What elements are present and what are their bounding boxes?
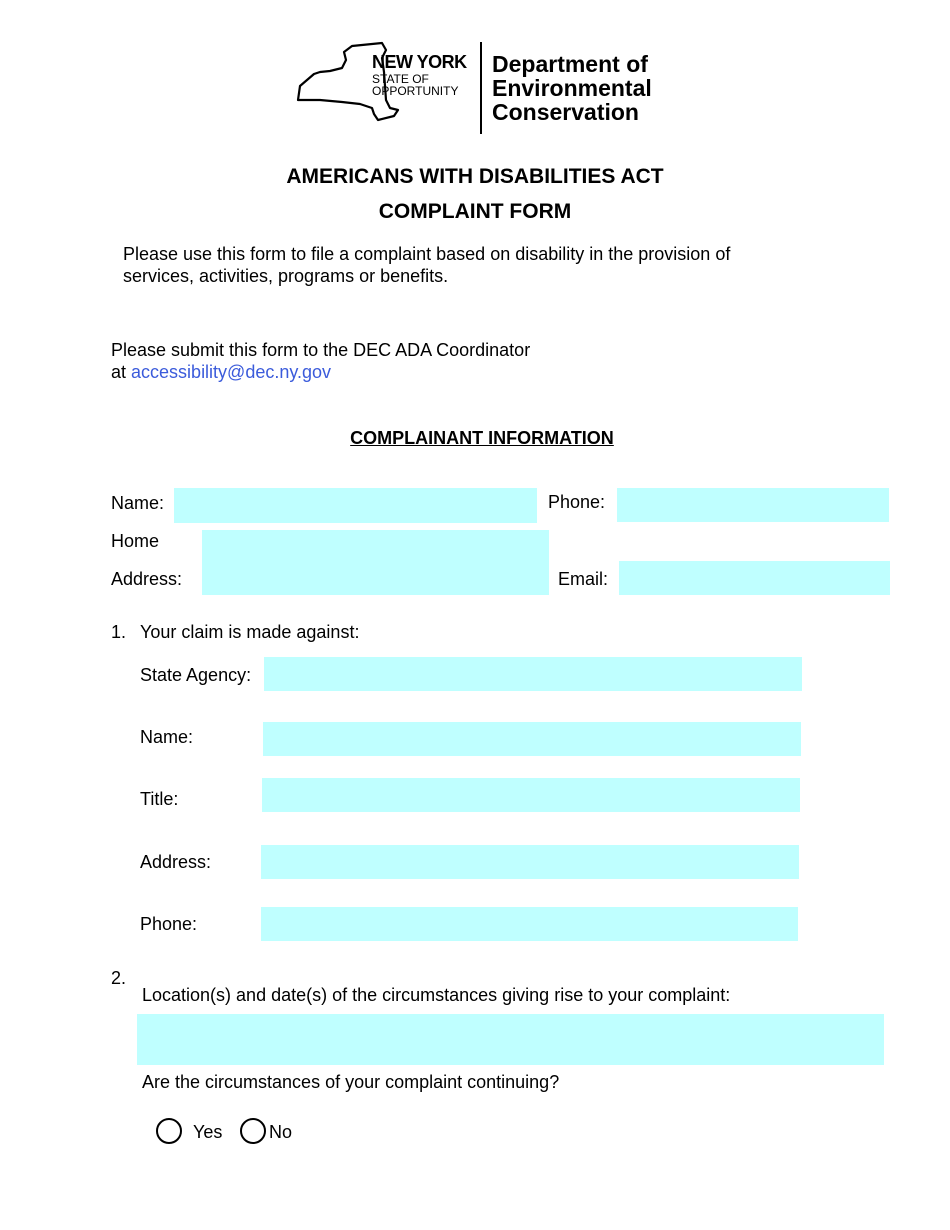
submit-at: at bbox=[111, 362, 127, 382]
question1-number: 1. bbox=[111, 622, 127, 642]
submit-instruction: Please submit this form to the DEC ADA Coordinator bbox=[111, 340, 531, 360]
respondent-phone-label: Phone: bbox=[140, 914, 198, 934]
respondent-name-input[interactable] bbox=[263, 722, 801, 756]
respondent-phone-input[interactable] bbox=[261, 907, 798, 941]
continuing-yes-radio[interactable] bbox=[156, 1118, 182, 1144]
location-date-input[interactable] bbox=[137, 1014, 884, 1065]
question1-prompt: Your claim is made against: bbox=[140, 622, 360, 642]
form-title-line1: AMERICANS WITH DISABILITIES ACT bbox=[286, 165, 664, 188]
email-label: Email: bbox=[558, 569, 609, 589]
logo-dept-line3: Conservation bbox=[492, 99, 639, 125]
complainant-email-input[interactable] bbox=[619, 561, 890, 595]
submit-at-line bbox=[111, 362, 331, 383]
respondent-title-label: Title: bbox=[140, 789, 179, 809]
email-link[interactable]: accessibility@dec.ny.gov bbox=[131, 362, 332, 382]
continuing-yes-label: Yes bbox=[193, 1122, 223, 1142]
nys-dec-logo bbox=[290, 38, 660, 138]
logo-dept-line2: Environmental bbox=[492, 75, 652, 101]
logo-new-york: NEW YORK bbox=[372, 52, 467, 72]
state-agency-label: State Agency: bbox=[140, 665, 252, 685]
logo-dept-line1: Department of bbox=[492, 51, 648, 77]
state-agency-input[interactable] bbox=[264, 657, 802, 691]
form-title-line2: COMPLAINT FORM bbox=[378, 200, 572, 223]
intro-line1: Please use this form to file a complaint based on disability in the provision of bbox=[123, 244, 731, 264]
continuing-no-label: No bbox=[269, 1122, 293, 1142]
continuing-no-radio[interactable] bbox=[240, 1118, 266, 1144]
intro-line2: services, activities, programs or benefits. bbox=[123, 266, 449, 286]
complainant-phone-input[interactable] bbox=[617, 488, 889, 522]
respondent-address-input[interactable] bbox=[261, 845, 799, 879]
continuing-prompt: Are the circumstances of your complaint continuing? bbox=[142, 1072, 560, 1092]
question2-number: 2. bbox=[111, 968, 127, 988]
respondent-name-label: Name: bbox=[140, 727, 194, 747]
name-label: Name: bbox=[111, 493, 165, 513]
complainant-address-input[interactable] bbox=[202, 530, 549, 595]
home-label: Home bbox=[111, 531, 160, 551]
respondent-address-label: Address: bbox=[140, 852, 212, 872]
logo-opportunity: OPPORTUNITY bbox=[372, 84, 459, 98]
logo-divider bbox=[480, 42, 482, 134]
phone-label: Phone: bbox=[548, 492, 606, 512]
respondent-title-input[interactable] bbox=[262, 778, 800, 812]
section-title-complainant: COMPLAINANT INFORMATION bbox=[350, 428, 614, 448]
address-label: Address: bbox=[111, 569, 183, 589]
question2-prompt: Location(s) and date(s) of the circumstances giving rise to your complaint: bbox=[142, 985, 731, 1005]
complainant-name-input[interactable] bbox=[174, 488, 537, 523]
logo-state-of: STATE OF bbox=[372, 72, 429, 86]
